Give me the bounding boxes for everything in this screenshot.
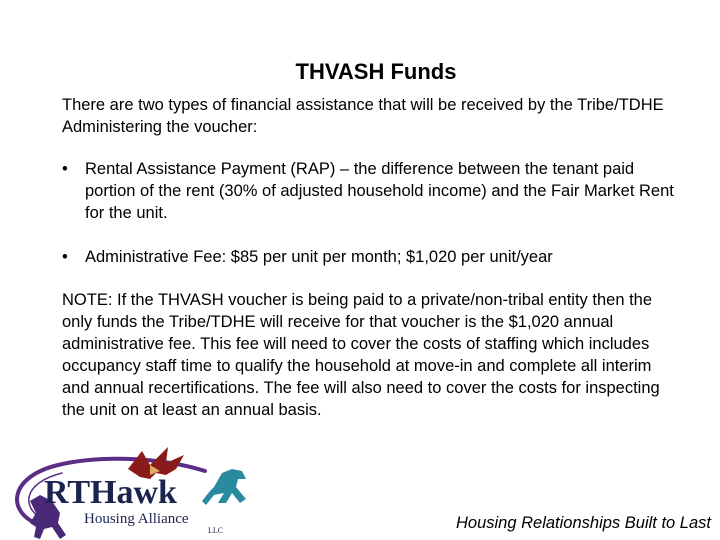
logo-subtitle: Housing Alliance [84,511,189,527]
rthawk-logo [0,443,260,540]
bullet-marker: • [62,160,68,178]
bullet-text: Rental Assistance Payment (RAP) – the difference between the tenant paid portion of the rent (30% of adjusted household income) and the Fair Market Rent for the unit. [85,160,674,222]
bullet-text: Administrative Fee: $85 per unit per month; $1,020 per unit/year [85,248,553,266]
slide-title: THVASH Funds [295,59,457,84]
teal-horse-icon [202,469,246,505]
logo-name: RTHawk [44,474,177,511]
intro-text: There are two types of financial assistance that will be received by the Tribe/TDHE Administering the voucher: [62,96,664,136]
bullet-marker: • [62,248,68,266]
bullet-administrative-fee [62,246,682,268]
bullet-list [62,158,682,268]
bullet-rental-assistance [62,158,682,224]
note-text: NOTE: If the THVASH voucher is being paid to a private/non-tribal entity then the only funds the Tribe/TDHE will receive for that voucher is the $1,020 annual administrative fee. This fee will need to cover the costs of staffing which includes occupancy staff time to qualify the household at move-in and complete all interim and annual recertifications. The fee will also need to cover the costs for inspecting the unit on at least an annual basis. [62,291,660,419]
logo-suffix: LLC [208,526,224,535]
footer-tagline: Housing Relationships Built to Last [456,514,711,532]
